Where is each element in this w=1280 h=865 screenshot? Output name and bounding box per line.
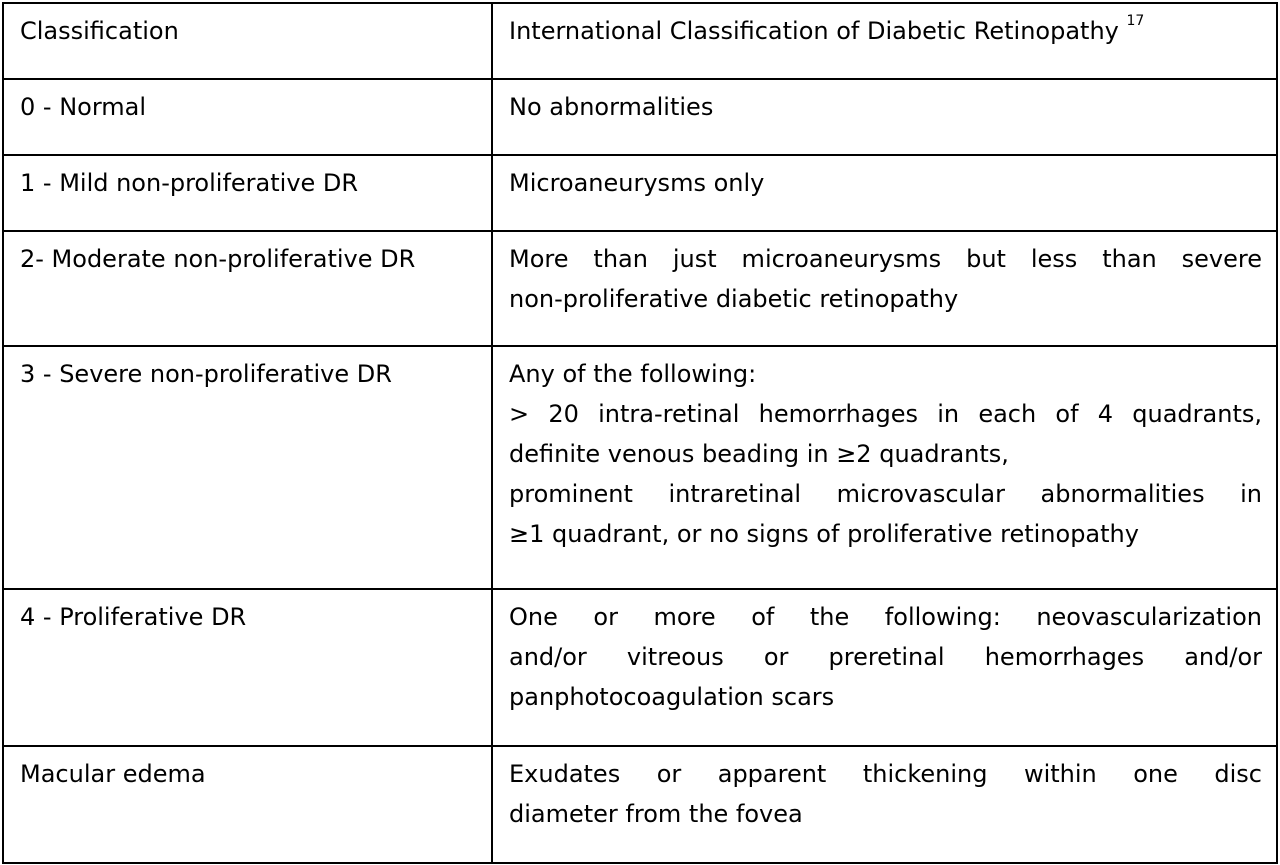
description-line: Exudates or apparent thickening within one disc xyxy=(509,760,1262,788)
description-line: non-proliferative diabetic retinopathy xyxy=(509,285,959,313)
diabetic-retinopathy-table xyxy=(2,2,1278,864)
description-cell xyxy=(492,79,1277,155)
description-line: No abnormalities xyxy=(509,93,714,121)
classification-cell xyxy=(3,155,492,231)
classification-label: Macular edema xyxy=(20,760,206,788)
description-line: diameter from the fovea xyxy=(509,800,803,828)
classification-cell xyxy=(3,231,492,346)
description-line: and/or vitreous or preretinal hemorrhages and/or xyxy=(509,643,1262,671)
classification-cell xyxy=(3,746,492,863)
description-line: More than just microaneurysms but less than severe xyxy=(509,245,1262,273)
description-cell xyxy=(492,746,1277,863)
description-line: > 20 intra-retinal hemorrhages in each of 4 quadrants, xyxy=(509,400,1262,428)
header-icdr-label: International Classification of Diabetic Retinopathy xyxy=(509,17,1119,45)
description-line: definite venous beading in ≥2 quadrants, xyxy=(509,440,1009,468)
description-cell xyxy=(492,231,1277,346)
header-classification xyxy=(3,3,492,79)
description-cell xyxy=(492,346,1277,589)
description-cell xyxy=(492,589,1277,746)
classification-label: 1 - Mild non-proliferative DR xyxy=(20,169,359,197)
table-row xyxy=(3,79,1277,155)
header-icdr xyxy=(492,3,1277,79)
description-cell xyxy=(492,155,1277,231)
description-line: One or more of the following: neovascularization xyxy=(509,603,1262,631)
classification-label: 4 - Proliferative DR xyxy=(20,603,247,631)
description-line: ≥1 quadrant, or no signs of proliferative retinopathy xyxy=(509,520,1139,548)
table-row xyxy=(3,155,1277,231)
classification-label: 2- Moderate non-proliferative DR xyxy=(20,245,416,273)
header-reference-superscript: 17 xyxy=(1126,13,1145,29)
table-row xyxy=(3,346,1277,589)
header-classification-label: Classification xyxy=(20,17,179,45)
table-row xyxy=(3,746,1277,863)
classification-cell xyxy=(3,79,492,155)
table-header-row xyxy=(3,3,1277,79)
description-line: prominent intraretinal microvascular abnormalities in xyxy=(509,480,1262,508)
table-row xyxy=(3,231,1277,346)
classification-label: 3 - Severe non-proliferative DR xyxy=(20,360,392,388)
classification-label: 0 - Normal xyxy=(20,93,147,121)
description-line: Any of the following: xyxy=(509,360,757,388)
classification-cell xyxy=(3,589,492,746)
description-line: Microaneurysms only xyxy=(509,169,765,197)
classification-cell xyxy=(3,346,492,589)
table-row xyxy=(3,589,1277,746)
description-line: panphotocoagulation scars xyxy=(509,683,835,711)
